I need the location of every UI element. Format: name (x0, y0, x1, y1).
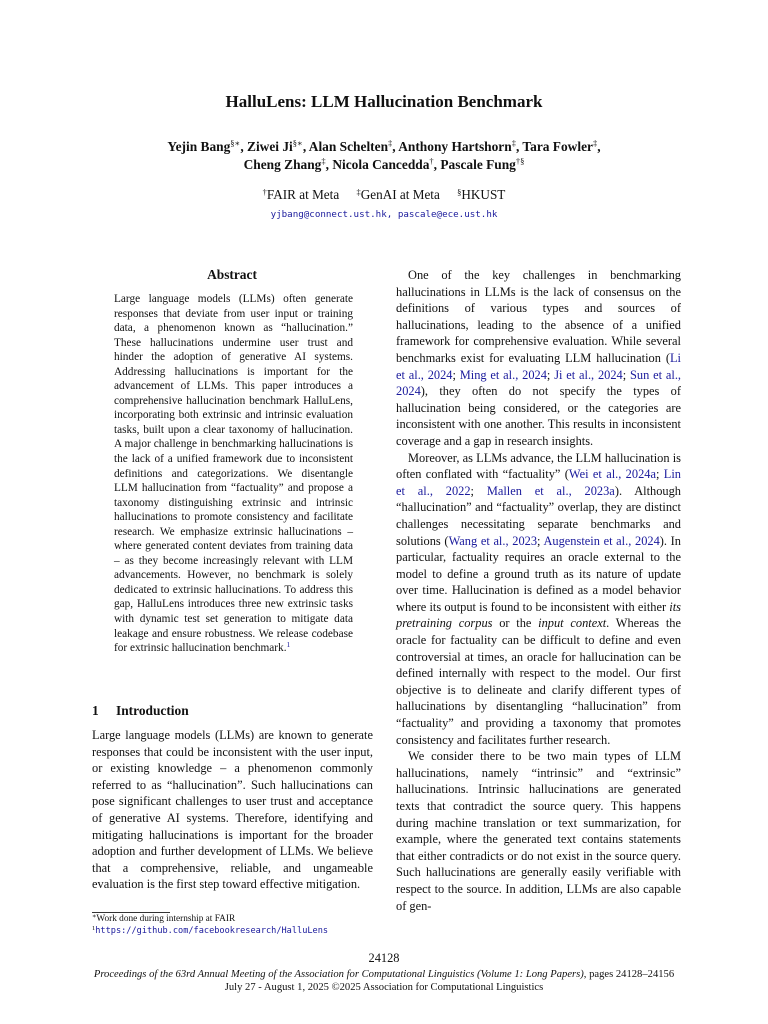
section-title: Introduction (116, 703, 189, 718)
affiliation-name: HKUST (461, 187, 506, 202)
section-heading-introduction (92, 703, 189, 719)
right-column (396, 267, 681, 914)
author-line-1: Yejin Bang§∗, Ziwei Ji§∗, Alan Schelten‡, Anthony Hartshorn‡, Tara Fowler‡, (167, 138, 601, 154)
footnote-1: $^1$https://github.com/facebookresearch/HalluLens (92, 924, 329, 936)
author-mark: † (429, 156, 434, 166)
author-name: Ziwei Ji (247, 139, 293, 154)
contact-emails: yjbang@connect.ust.hk, pascale@ece.ust.hk (270, 209, 498, 220)
codebase-link[interactable]: https://github.com/facebookresearch/HalluLens (95, 925, 329, 936)
citation-link[interactable]: Wei et al., 2024a (568, 467, 656, 482)
author-mark: ‡ (592, 138, 598, 148)
footnotes (92, 914, 382, 937)
section-number: 1 (92, 703, 99, 718)
author-line-2: Cheng Zhang‡, Nicola Cancedda†, Pascale Fung†§ (243, 156, 525, 172)
author-name: Anthony Hartshorn (398, 139, 512, 154)
citation-link[interactable]: Mallen et al., 2023a (486, 483, 615, 498)
email-link[interactable]: pascale@ece.ust.hk (397, 209, 498, 220)
affiliations (0, 187, 768, 203)
paragraph: One of the key challenges in benchmarking hallucinations in LLMs is the lack of consensus on the definitions of various types and sources of hallucinations, leading to the absence of a unified framework for comprehensive evaluation. While several benchmarks exist for evaluating LLM hallucination (Li et al., 2024; Ming et al., 2024; Ji et al., 2024; Sun et al., 2024), they often do not specify the types of hallucination being considered, or the categories are inconsistent with one another. This results in inconsistent coverage and a gap in research insights. (396, 268, 682, 448)
author-mark: †§ (515, 156, 525, 166)
author-name: Nicola Cancedda (332, 157, 430, 172)
paper-title: HalluLens: LLM Hallucination Benchmark (225, 92, 543, 111)
author-name: Yejin Bang (167, 139, 231, 154)
footnote-star: ∗Work done during internship at FAIR (92, 913, 236, 924)
venue-name: Proceedings of the 63rd Annual Meeting of the Association for Computational Linguistics (Volume 1: Long Papers) (93, 969, 584, 980)
citation-link[interactable]: Li et al., 2024 (396, 350, 681, 382)
affiliation-name: FAIR at Meta (266, 187, 340, 202)
author-mark: §∗ (292, 138, 303, 148)
citation-link[interactable]: Wang et al., 2023 (448, 533, 538, 548)
abstract-body (114, 292, 353, 656)
emphasis: input context (538, 616, 607, 631)
citation-link[interactable]: Ming et al., 2024 (459, 367, 547, 382)
author-mark: ‡ (321, 156, 326, 166)
author-name: Cheng Zhang (243, 157, 322, 172)
affiliation-mark: § (457, 187, 462, 197)
page-range: , pages 24128–24156 (583, 969, 675, 980)
paragraph: Moreover, as LLMs advance, the LLM hallucination is often conflated with “factuality” (Wei et al., 2024a; Lin et al., 2022; Mallen et al., 2023a). Although “hallucination” and “factuality” overlap, they are distinct challenges necessitating separate benchmarks and solutions (Wang et al., 2023; Augenstein et al., 2024). In particular, factuality requires an oracle external to the model to define a ground truth as its nature of update over time. Hallucination is defined as a model behavior where its output is found to be inconsistent with either its pretraining corpus or the input context. Whereas the oracle for factuality can be difficult to define and even controversial at times, an oracle for hallucination can be defined internally with respect to the model. Our first objective is to delineate and clarify different types of hallucinations by disentangling “hallucination” from “factuality” and providing a taxonomy that promotes consistency and facilitates further research. (396, 450, 682, 747)
affiliation-mark: † (262, 187, 267, 197)
proceedings-footer (0, 968, 768, 994)
page-number: 24128 (368, 951, 400, 965)
citation-link[interactable]: Augenstein et al., 2024 (543, 533, 660, 548)
author-name: Pascale Fung (440, 157, 516, 172)
paragraph: We consider there to be two main types of LLM hallucinations, namely “intrinsic” and “extrinsic” hallucinations. Intrinsic hallucinations are generated texts that contradict the source query. This happens during machine translation or text summarization, for example, where the generated text contains statements that either contradicts or do not exist in the source query. Such hallucinations are generally easily verifiable with respect to the source. In addition, LLMs are also capable of gen- (396, 749, 681, 913)
author-list (60, 138, 708, 174)
emphasis: its pretraining corpus (396, 599, 681, 631)
author-name: Tara Fowler (522, 139, 593, 154)
author-mark: ‡ (388, 138, 393, 148)
email-link[interactable]: yjbang@connect.ust.hk (270, 209, 387, 220)
citation-link[interactable]: Sun et al., 2024 (396, 367, 682, 399)
abstract-text: Large language models (LLMs) often generate responses that deviate from user input or training data, a phenomenon known as “hallucination.” These hallucinations undermine user trust and hinder the adoption of generative AI systems. Addressing hallucinations is important for the advancement of LLMs. This paper introduces a comprehensive hallucination benchmark HalluLens, incorporating both extrinsic and intrinsic evaluation tasks, built upon a clear taxonomy of hallucination. A major challenge in benchmarking hallucinations is the lack of a unified framework due to inconsistent definitions and categorizations. We disentangle LLM hallucination from “factuality” and propose a taxonomy distinguishing extrinsic and intrinsic hallucinations to promote consistency and facilitate research. We emphasize extrinsic hallucinations – where generated content deviates from training data – as they become increasingly relevant with LLM advancements. However, no benchmark is solely dedicated to extrinsic hallucinations. To address this gap, HalluLens introduces three new extrinsic tasks with dynamic test set generation to mitigate data leakage and ensure robustness. We release codebase for extrinsic hallucination benchmark. (114, 293, 353, 655)
footnote-divider (92, 912, 170, 913)
author-name: Alan Schelten (308, 139, 389, 154)
citation-link[interactable]: Ji et al., 2024 (554, 367, 623, 382)
author-mark: ‡ (511, 138, 516, 148)
footnote-ref[interactable]: 1 (286, 640, 291, 650)
citation-link[interactable]: Lin et al., 2022 (396, 467, 681, 498)
copyright-line: July 27 - August 1, 2025 ©2025 Association for Computational Linguistics (224, 982, 544, 993)
introduction-paragraph: Large language models (LLMs) are known to generate responses that could be inconsistent with the user input, or existing knowledge – a phenomenon commonly referred to as “hallucination”. Such hallucinations can pose significant challenges to user trust and acceptance of generative AI systems. Therefore, identifying and mitigating hallucinations is important for the broader adoption and further development of LLMs. We believe that a comprehensive, reliable, and ungameable evaluation is the first step toward effective mitigation. (92, 728, 373, 892)
affiliation-name: GenAI at Meta (360, 187, 440, 202)
abstract-heading: Abstract (207, 267, 257, 282)
affiliation-mark: ‡ (356, 187, 361, 197)
author-mark: §∗ (230, 138, 241, 148)
